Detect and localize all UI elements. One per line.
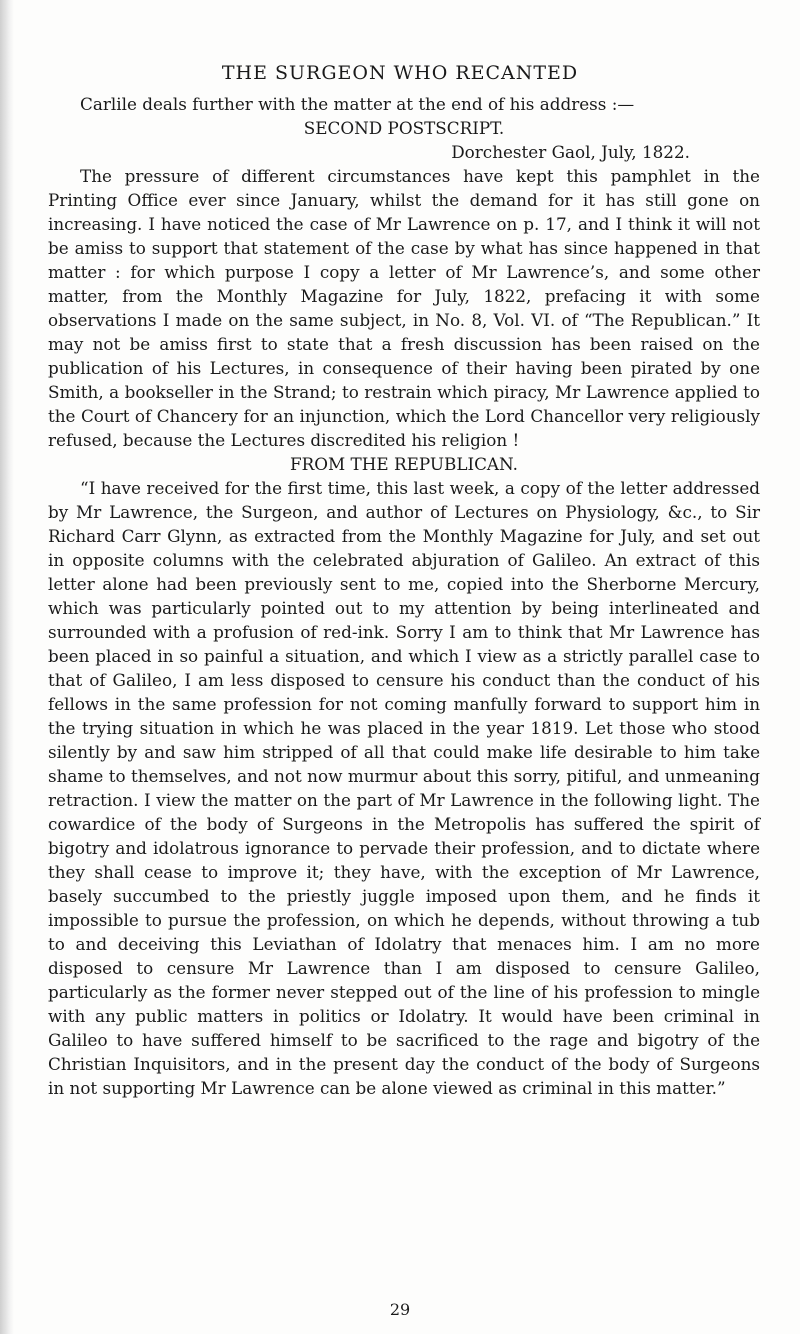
binding-edge xyxy=(0,0,14,1334)
page-number: 29 xyxy=(389,1300,411,1319)
quote-paragraph: “I have received for the first time, this last week, a copy of the letter addressed by Mr Lawrence, the Surgeon, and author of Lectures on Physiology, &c., to Sir Richard Carr Glynn, as extracted from the Monthly Magazine for July, and set out in opposite columns with the celebrated abjuration of Galileo. An extract of this letter alone had been previously sent to me, copied into the Sherborne Mercury, which was particularly pointed out to my attention by being interlineated and surrounded with a profusion of red-ink. Sorry I am to think that Mr Lawrence has been placed in so painful a situation, and which I view as a strictly parallel case to that of Galileo, I am less disposed to censure his conduct than the conduct of his fellows in the same profession for not coming manfully forward to support him in the trying situation in which he was placed in the year 1819. Let those who stood silently by and saw him stripped of all that could make life desirable to him take shame to themselves, and not now murmur about this sorry, pitiful, and unmeaning retraction. I view the matter on the part of Mr Lawrence in the following light. The cowardice of the body of Surgeons in the Metropolis has suffered the spirit of bigotry and idolatrous ignorance to pervade their profession, and to dictate where they shall cease to improve it; they have, with the exception of Mr Lawrence, basely succumbed to the priestly juggle imposed upon them, and he finds it impossible to pursue the profession, on which he depends, without throwing a tub to and deceiving this Leviathan of Idolatry that menaces him. I am no more disposed to censure Mr Lawrence than I am disposed to censure Galileo, particularly as the former never stepped out of the line of his profession to mingle with any public matters in politics or Idolatry. It would have been criminal in Galileo to have suffered himself to be sacrificed to the rage and bigotry of the Christian Inquisitors, and in the present day the conduct of the body of Surgeons in not supporting Mr Lawrence can be alone viewed as criminal in this matter.” xyxy=(48,478,760,1098)
running-head: THE SURGEON WHO RECANTED xyxy=(221,62,579,84)
dateline: Dorchester Gaol, July, 1822. xyxy=(451,142,690,162)
text-block xyxy=(48,92,760,1100)
quote-heading: FROM THE REPUBLICAN. xyxy=(290,454,518,474)
intro-line: Carlile deals further with the matter at the end of his address :— xyxy=(80,94,635,114)
postscript-heading: SECOND POSTSCRIPT. xyxy=(303,118,505,138)
postscript-paragraph: The pressure of different circumstances have kept this pamphlet in the Printing Office ever since January, whilst the demand for it has still gone on increasing. I have noticed the case of Mr Lawrence on p. 17, and I think it will not be amiss to support that statement of the case by what has since happened in that matter : for which purpose I copy a letter of Mr Lawrence’s, and some other matter, from the Monthly Magazine for July, 1822, prefacing it with some observations I made on the same subject, in No. 8, Vol. VI. of “The Republican.” It may not be amiss first to state that a fresh discussion has been raised on the publication of his Lectures, in consequence of their having been pirated by one Smith, a bookseller in the Strand; to restrain which piracy, Mr Lawrence applied to the Court of Chancery for an injunction, which the Lord Chancellor very religiously refused, because the Lectures discredited his religion ! xyxy=(48,166,760,450)
